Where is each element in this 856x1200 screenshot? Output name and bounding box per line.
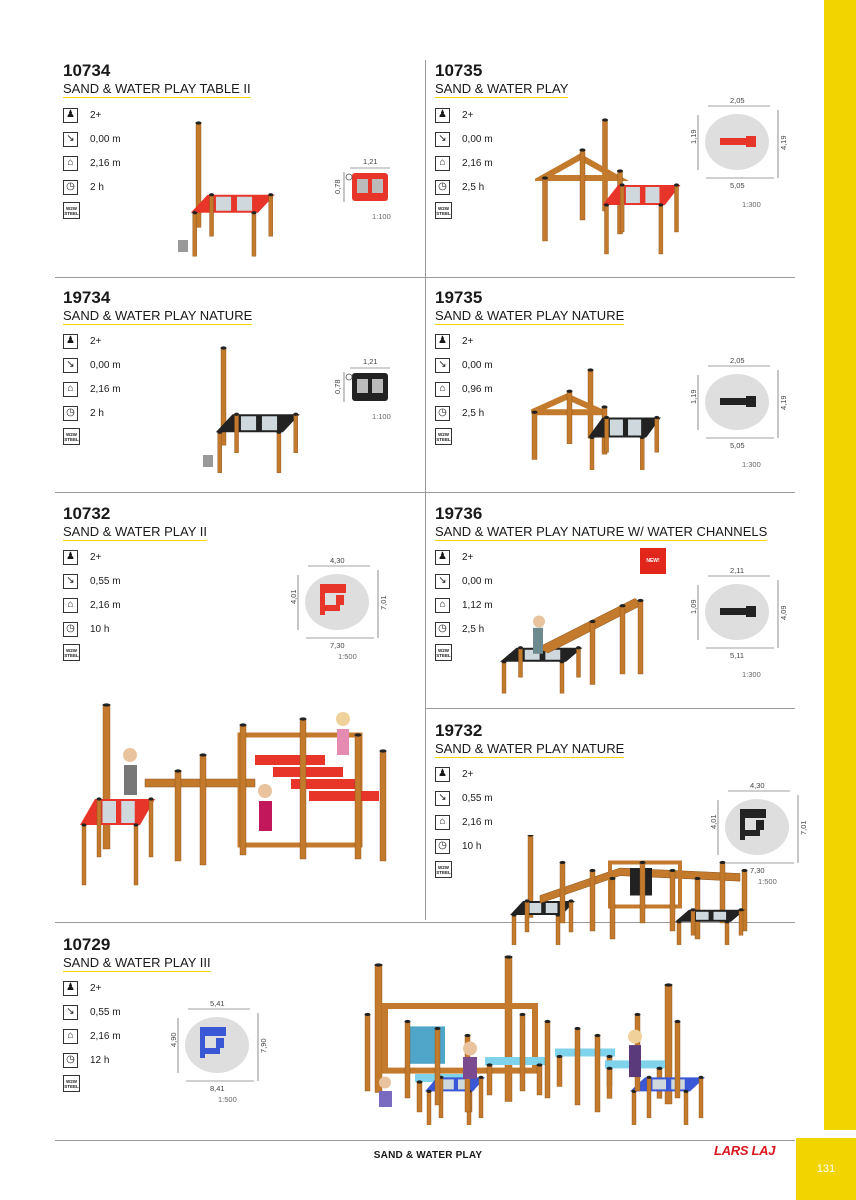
dim-left: 1,09 [689,599,698,614]
dim-right: 7,90 [259,1038,268,1053]
spec-value: 10 h [90,623,110,635]
product-code: 19732 [435,721,483,740]
scale-label: 1:300 [742,670,761,679]
dim-top: 4,30 [330,556,345,565]
fall-height-icon: ↘ [63,132,78,147]
dim-right: 4,09 [779,605,788,620]
dim-left: 4,01 [709,814,718,829]
dim-right: 7,01 [379,595,388,610]
dim-bottom: 7,30 [750,866,765,875]
scale-label: 1:500 [338,652,357,661]
spec-value: 0,00 m [90,133,121,145]
dim-right: 4,19 [779,135,788,150]
spec-value: 1,12 m [462,599,493,611]
dim-left: 4,90 [169,1032,178,1047]
scale-label: 1:300 [742,460,761,469]
free-height-icon: ⌂ [63,156,78,171]
spec-value: 2 h [90,407,104,419]
spec-value: 0,55 m [462,792,493,804]
new-badge: NEW! [640,548,666,574]
spec-row [63,1000,121,1024]
spec-row [63,329,121,353]
dim-bottom: 7,30 [330,641,345,650]
product-illustration [525,365,665,475]
dim-bottom: 8,41 [210,1084,225,1093]
badge-line: W2W [438,647,449,653]
dim-left: 1,19 [689,129,698,144]
free-height-icon: ⌂ [63,598,78,613]
installation-time-icon: ◷ [63,406,78,421]
scale-label: 1:300 [742,200,761,209]
dim-right: 7,01 [799,820,808,835]
spec-value: 0,96 m [462,383,493,395]
spec-value: 2+ [462,109,474,121]
plan-drawing [169,999,268,1104]
product-illustration [510,835,750,950]
children-age-icon: ♟ [63,550,78,565]
product-name: SAND & WATER PLAY [435,81,569,96]
fall-height-icon: ↘ [63,358,78,373]
spec-row [63,593,121,617]
product-name: SAND & WATER PLAY TABLE II [63,81,251,96]
spec-row [63,569,121,593]
product-illustration [500,590,650,700]
fall-height-icon: ↘ [435,132,450,147]
installation-time-icon: ◷ [435,180,450,195]
spec-row [63,545,121,569]
footer-title: SAND & WATER PLAY [373,1150,483,1161]
footer-rule [55,1140,795,1141]
spec-value: 2+ [90,982,102,994]
row-divider [55,277,425,278]
badge-line: W2W [438,431,449,437]
product-heading [63,936,211,972]
yellow-sidebar [824,0,856,1130]
spec-row [435,175,493,199]
badge-line: W2W [66,647,77,653]
material-badge-icon [63,202,80,219]
spec-row [435,786,493,810]
installation-time-icon: ◷ [63,622,78,637]
spec-row [63,401,121,425]
column-divider [425,60,426,920]
dim-top: 5,41 [210,999,225,1008]
badge-line: STEEL [64,1083,79,1089]
plan-drawing [689,356,788,469]
spec-value: 0,00 m [462,359,493,371]
material-badge-icon [63,644,80,661]
free-height-icon: ⌂ [63,1029,78,1044]
material-badge-icon [435,644,452,661]
spec-list [435,762,493,878]
spec-row [435,127,493,151]
dim-bottom: 5,05 [730,181,745,190]
product-heading [63,289,252,325]
fall-height-icon: ↘ [63,574,78,589]
product-name: SAND & WATER PLAY NATURE [435,741,625,756]
spec-row [63,976,121,1000]
plan-drawing [289,556,388,661]
material-badge-icon [435,428,452,445]
scale-label: 1:100 [372,412,391,421]
row-divider [425,492,795,493]
page-number: 131 [796,1138,856,1200]
installation-time-icon: ◷ [435,839,450,854]
spec-value: 2,5 h [462,623,485,635]
spec-row [435,569,493,593]
badge-line: W2W [66,431,77,437]
badge-line: W2W [438,205,449,211]
free-height-icon: ⌂ [435,598,450,613]
dim-bottom: 5,05 [730,441,745,450]
spec-row [63,175,121,199]
installation-time-icon: ◷ [435,406,450,421]
scale-label: 1:500 [758,877,777,886]
installation-time-icon: ◷ [63,180,78,195]
spec-row [63,151,121,175]
badge-line: STEEL [436,210,451,216]
plan-drawing [330,157,392,221]
dim-bottom: 5,11 [730,651,745,660]
brand-logo: LARS LAJ [714,1143,776,1158]
spec-row [63,353,121,377]
product-code: 10735 [435,61,483,80]
spec-value: 2,16 m [462,157,493,169]
fall-height-icon: ↘ [435,358,450,373]
spec-list [63,329,121,445]
free-height-icon: ⌂ [435,815,450,830]
children-age-icon: ♟ [435,108,450,123]
spec-value: 2+ [462,768,474,780]
spec-row [63,127,121,151]
product-code: 10729 [63,935,111,954]
badge-line: W2W [438,864,449,870]
spec-value: 2+ [90,551,102,563]
material-badge-icon [63,1075,80,1092]
product-illustration [200,340,305,480]
children-age-icon: ♟ [63,108,78,123]
product-code: 10734 [63,61,111,80]
spec-value: 10 h [462,840,482,852]
row-divider [425,277,795,278]
spec-row [435,353,493,377]
spec-row [435,103,493,127]
dim-top: 4,30 [750,781,765,790]
badge-line: STEEL [436,436,451,442]
free-height-icon: ⌂ [435,382,450,397]
spec-row [435,617,493,641]
plan-drawing [689,566,788,679]
spec-row [63,617,121,641]
spec-row [63,1024,121,1048]
dim-top: 2,05 [730,356,745,365]
spec-value: 0,00 m [462,575,493,587]
spec-row [435,545,493,569]
product-heading [435,722,624,758]
spec-value: 2,16 m [462,816,493,828]
product-code: 19735 [435,288,483,307]
spec-value: 2+ [462,551,474,563]
product-code: 10732 [63,504,111,523]
children-age-icon: ♟ [435,334,450,349]
product-code: 19736 [435,504,483,523]
material-badge-icon [435,861,452,878]
spec-row [435,151,493,175]
row-divider [425,708,795,709]
product-name: SAND & WATER PLAY III [63,955,211,970]
children-age-icon: ♟ [435,767,450,782]
spec-list [435,545,493,661]
spec-value: 2+ [462,335,474,347]
spec-list [63,976,121,1092]
spec-value: 0,55 m [90,1006,121,1018]
dim-depth: 0,78 [333,379,342,394]
dim-left: 1,19 [689,389,698,404]
product-heading [63,505,207,541]
product-name: SAND & WATER PLAY NATURE [63,308,253,323]
spec-row [63,103,121,127]
badge-line: STEEL [436,869,451,875]
free-height-icon: ⌂ [63,382,78,397]
spec-value: 2,5 h [462,181,485,193]
dim-left: 4,01 [289,589,298,604]
spec-value: 2,16 m [90,1030,121,1042]
spec-value: 0,55 m [90,575,121,587]
children-age-icon: ♟ [435,550,450,565]
badge-line: STEEL [436,652,451,658]
product-illustration [175,115,280,265]
fall-height-icon: ↘ [63,1005,78,1020]
row-divider [55,492,425,493]
spec-value: 0,00 m [90,359,121,371]
badge-line: STEEL [64,652,79,658]
spec-list [435,103,493,219]
spec-list [63,103,121,219]
product-illustration [535,115,685,260]
children-age-icon: ♟ [63,981,78,996]
badge-line: STEEL [64,436,79,442]
spec-value: 2,16 m [90,157,121,169]
dim-top: 2,11 [730,566,745,575]
children-age-icon: ♟ [63,334,78,349]
product-name: SAND & WATER PLAY NATURE W/ WATER CHANNELS [435,524,768,539]
spec-list [63,545,121,661]
spec-value: 2+ [90,335,102,347]
spec-row [435,762,493,786]
spec-row [435,834,493,858]
dim-top: 2,05 [730,96,745,105]
spec-value: 12 h [90,1054,110,1066]
spec-row [435,593,493,617]
badge-line: W2W [66,1078,77,1084]
fall-height-icon: ↘ [435,791,450,806]
plan-drawing [689,96,788,209]
product-heading [435,505,767,541]
material-badge-icon [435,202,452,219]
spec-row [63,377,121,401]
badge-line: W2W [66,205,77,211]
spec-value: 0,00 m [462,133,493,145]
spec-row [435,401,493,425]
spec-row [435,377,493,401]
spec-value: 2+ [90,109,102,121]
dim-depth: 0,78 [333,179,342,194]
spec-value: 2,5 h [462,407,485,419]
product-name: SAND & WATER PLAY NATURE [435,308,625,323]
installation-time-icon: ◷ [435,622,450,637]
spec-row [435,810,493,834]
spec-row [435,329,493,353]
dim-width: 1,21 [363,157,378,166]
spec-row [63,1048,121,1072]
fall-height-icon: ↘ [435,574,450,589]
product-name: SAND & WATER PLAY II [63,524,207,539]
scale-label: 1:500 [218,1095,237,1104]
scale-label: 1:100 [372,212,391,221]
material-badge-icon [63,428,80,445]
spec-value: 2 h [90,181,104,193]
dim-right: 4,19 [779,395,788,410]
plan-drawing [330,357,392,421]
dim-width: 1,21 [363,357,378,366]
free-height-icon: ⌂ [435,156,450,171]
spec-value: 2,16 m [90,599,121,611]
product-heading [63,62,251,98]
product-illustration [345,955,770,1130]
spec-list [435,329,493,445]
installation-time-icon: ◷ [63,1053,78,1068]
product-code: 19734 [63,288,111,307]
product-heading [435,62,568,98]
spec-value: 2,16 m [90,383,121,395]
product-heading [435,289,624,325]
product-illustration [75,695,405,900]
badge-line: STEEL [64,210,79,216]
